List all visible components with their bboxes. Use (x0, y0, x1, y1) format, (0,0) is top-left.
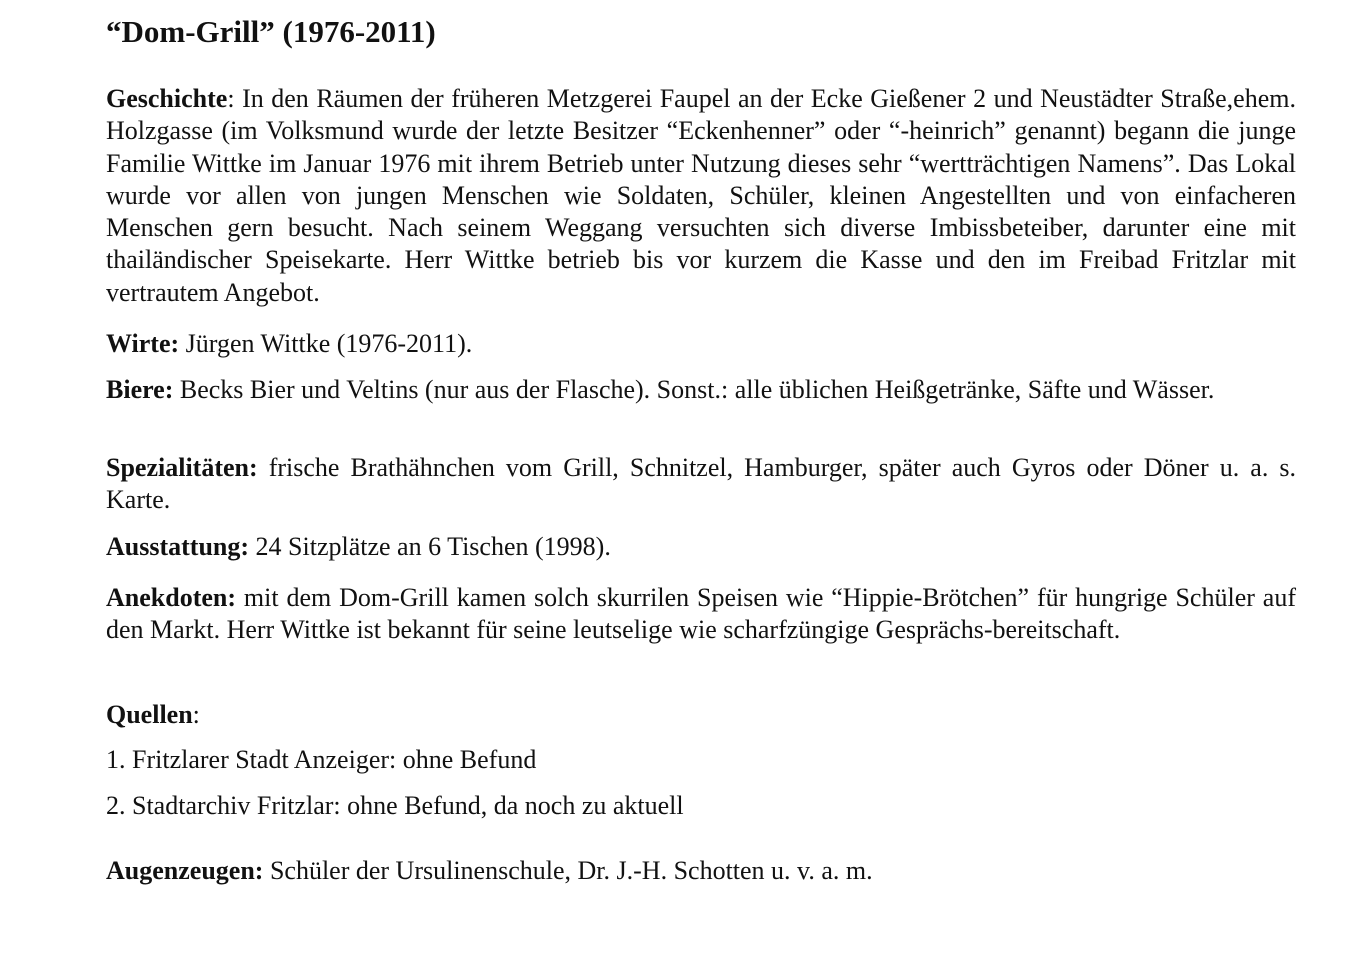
quellen-label: Quellen (106, 700, 193, 729)
document-title: “Dom-Grill” (1976-2011) (106, 14, 436, 49)
section-ausstattung (106, 531, 1296, 563)
section-augenzeugen (106, 855, 1296, 887)
geschichte-text: In den Räumen der früheren Metzgerei Faupel an der Ecke Gießener 2 und Neustädter Straße,ehem. Holzgasse (im Volksmund wurde der letzte Besitzer “Eckenhenner” oder “-heinrich” genannt) begann die junge Familie Wittke im Januar 1976 mit ihrem Betrieb unter Nutzung dieses sehr “wertträchtigen Namens”. Das Lokal wurde vor allen von jungen Menschen wie Soldaten, Schüler, kleinen Angestellten und von einfacheren Menschen gern besucht. Nach seinem Weggang versuchten sich diverse Imbissbeteiber, darunter eine mit thailändischer Speisekarte. Herr Wittke betrieb bis vor kurzem die Kasse und den im Freibad Fritzlar mit vertrautem Angebot. (106, 84, 1296, 307)
augenzeugen-label: Augenzeugen: (106, 856, 264, 885)
spezialitaeten-label: Spezialitäten: (106, 453, 258, 482)
anekdoten-label: Anekdoten: (106, 583, 237, 612)
section-geschichte (106, 83, 1296, 309)
quellen-separator: : (192, 700, 200, 729)
ausstattung-text: 24 Sitzplätze an 6 Tischen (1998). (249, 532, 611, 561)
quellen-item-2: 2. Stadtarchiv Fritzlar: ohne Befund, da noch zu aktuell (106, 791, 684, 820)
wirte-label: Wirte: (106, 329, 180, 358)
section-quellen (106, 699, 1296, 731)
section-biere (106, 374, 1296, 406)
anekdoten-text: mit dem Dom-Grill kamen solch skurrilen Speisen wie “Hippie-Brötchen” für hungrige Schüler auf den Markt. Herr Wittke ist bekannt für seine leutselige wie scharfzüngige Gesprächs-bereitschaft. (106, 583, 1296, 645)
augenzeugen-text: Schüler der Ursulinenschule, Dr. J.-H. Schotten u. v. a. m. (263, 856, 873, 885)
quellen-item-1: 1. Fritzlarer Stadt Anzeiger: ohne Befund (106, 745, 537, 774)
geschichte-label: Geschichte (106, 84, 228, 113)
section-wirte (106, 328, 1296, 360)
ausstattung-label: Ausstattung: (106, 532, 250, 561)
spezialitaeten-text: frische Brathähnchen vom Grill, Schnitzel, Hamburger, später auch Gyros oder Döner u. a. s. Karte. (106, 453, 1296, 515)
wirte-text: Jürgen Wittke (1976-2011). (179, 329, 473, 358)
biere-label: Biere: (106, 375, 174, 404)
biere-text: Becks Bier und Veltins (nur aus der Flasche). Sonst.: alle üblichen Heißgetränke, Säfte und Wässer. (173, 375, 1215, 404)
section-spezialitaeten (106, 452, 1296, 517)
geschichte-separator: : (227, 84, 235, 113)
section-anekdoten (106, 582, 1296, 647)
